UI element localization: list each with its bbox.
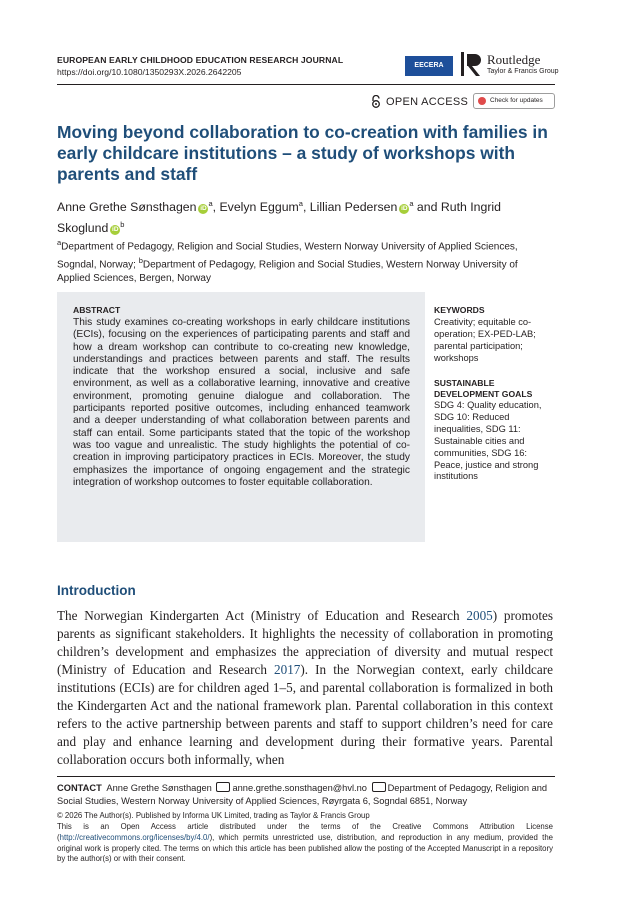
contact-name: Anne Grethe Sønsthagen xyxy=(106,783,212,793)
author-list xyxy=(57,195,527,237)
publisher-subtitle: Taylor & Francis Group xyxy=(487,68,559,75)
routledge-logo-icon xyxy=(461,52,483,76)
orcid-icon[interactable]: iD xyxy=(200,205,207,213)
affiliation-text: Department of Pedagogy, Religion and Social Studies, Western Norway University of Applied Sciences, Bergen, Norway xyxy=(57,259,518,285)
keywords-heading: KEYWORDS xyxy=(434,305,485,315)
affiliation-text: Department of Pedagogy, Religion and Social Studies, Western Norway University of Applied Sciences, Sogndal, Norway; xyxy=(57,241,518,271)
author-affiliation-marker: b xyxy=(120,220,125,230)
author-separator: , xyxy=(302,200,310,215)
citation-link[interactable]: 2005 xyxy=(466,608,493,623)
affiliations xyxy=(57,236,549,286)
publisher-name: Routledge xyxy=(487,52,541,67)
paragraph-text: The Norwegian Kindergarten Act (Ministry of Education and Research xyxy=(57,608,467,623)
copyright-notice: © 2026 The Author(s). Published by Informa UK Limited, trading as Taylor & Francis Group xyxy=(57,811,370,820)
affiliation-marker: b xyxy=(138,256,143,266)
orcid-icon[interactable]: iD xyxy=(112,226,119,234)
author-affiliation-marker: a xyxy=(208,199,213,208)
contact-label: CONTACT xyxy=(57,783,102,793)
header-rule xyxy=(57,84,555,85)
check-updates-label: Check for updates xyxy=(490,97,543,104)
contact-email[interactable]: anne.grethe.sonsthagen@hvl.no xyxy=(232,783,367,793)
affiliation-marker: a xyxy=(57,238,62,247)
check-for-updates-button[interactable] xyxy=(473,93,555,109)
license-link[interactable]: http://creativecommons.org/licenses/by/4.0/ xyxy=(59,832,210,842)
abstract-text: This study examines co-creating workshops in early childcare institutions (ECIs), focusing on the experiences of participating parents and staff and how a dream workshop can contribute to co-creating new knowledge, understandings and practices between parents and staff. The results indicate that the workshop ensured a social, inclusive and safe environment, as well as a collaborative learning, innovative and creative environment, promoting genuine dialogue and collaboration. The participants reported positive outcomes, including enhanced teamwork and a deeper understanding of what collaboration between parents and staff can entail. Some participants stated that the topic of the workshop was too vague and unrealistic. The study highlights the potential of co-creation in improving participatory practices in ECIs. Moreover, the study emphasizes the importance of ongoing engagement and the strategic integration of workshop outcomes to foster equitable collaboration. xyxy=(73,317,410,488)
introduction-heading: Introduction xyxy=(57,583,136,598)
keywords-text: Creativity; equitable co-operation; EX-PED-LAB; parental participation; workshops xyxy=(434,317,536,363)
address-icon xyxy=(372,782,386,792)
sdg-heading: SUSTAINABLE DEVELOPMENT GOALS xyxy=(434,378,533,399)
orcid-icon[interactable]: iD xyxy=(401,205,408,213)
contact-address: Department of Pedagogy, Religion and Social Studies, Western Norway University of Applied Sciences, Røyrgata 6, Sogndal 6851, Norway xyxy=(57,783,548,806)
check-updates-icon xyxy=(478,97,486,105)
license-text: This is an Open Access article distributed under the terms of the Creative Commons Attribution License ( xyxy=(57,822,553,842)
contact-block xyxy=(57,782,553,808)
author-name[interactable]: Evelyn Eggum xyxy=(219,200,299,215)
author-affiliation-marker: a xyxy=(298,199,303,208)
eecera-logo: EECERA xyxy=(405,56,453,76)
author-separator: , xyxy=(212,200,220,215)
article-title: Moving beyond collaboration to co-creation with families in early childcare institutions – a study of workshops with parents and staff xyxy=(57,122,548,184)
sdg-text: SDG 4: Quality education, SDG 10: Reduced inequalities, SDG 11: Sustainable cities and communities, SDG 16: Peace, justice and strong institutions xyxy=(434,400,542,482)
journal-name: EUROPEAN EARLY CHILDHOOD EDUCATION RESEARCH JOURNAL xyxy=(57,55,344,65)
author-affiliation-marker: a xyxy=(409,199,414,208)
citation-link[interactable]: 2017 xyxy=(274,662,301,677)
abstract-heading: ABSTRACT xyxy=(73,305,121,315)
email-icon xyxy=(216,782,230,792)
open-access-label: OPEN ACCESS xyxy=(386,96,469,108)
footer-rule xyxy=(57,776,555,777)
doi-link[interactable]: https://doi.org/10.1080/1350293X.2026.2642205 xyxy=(57,67,242,77)
author-name[interactable]: Lillian Pedersen xyxy=(309,200,398,215)
license-text: ), which permits unrestricted use, distribution, and reproduction in any medium, provided the original work is properly cited. The terms on which this article has been published allow the posting of the Accepted Manuscript in a repository by the author(s) or with their consent. xyxy=(57,832,553,864)
author-name[interactable]: Ruth Ingrid Skoglund xyxy=(57,200,501,236)
paragraph-text: ) promotes parents as significant stakeholders. It highlights the necessity of collaboration in promoting children’s development and emphasizes the appreciation of diversity and mutual respect (Ministry of Education and Research xyxy=(57,608,553,677)
license-notice xyxy=(57,822,553,865)
open-access-lock-icon xyxy=(371,95,381,108)
author-name[interactable]: Anne Grethe Sønsthagen xyxy=(57,200,197,215)
author-separator: and xyxy=(413,200,441,215)
paragraph-text: ). In the Norwegian context, early childcare institutions (ECIs) are for children aged 1–5, and parental collaboration is formalized in both the Kindergarten Act and the national framework plan. Parental collaboration in this context refers to the active partnership between parents and staff to support children’s need for care and play and enhance learning and development during their formative years. Parental collaboration occurs both informally, when xyxy=(57,662,553,767)
introduction-paragraph xyxy=(57,607,553,769)
